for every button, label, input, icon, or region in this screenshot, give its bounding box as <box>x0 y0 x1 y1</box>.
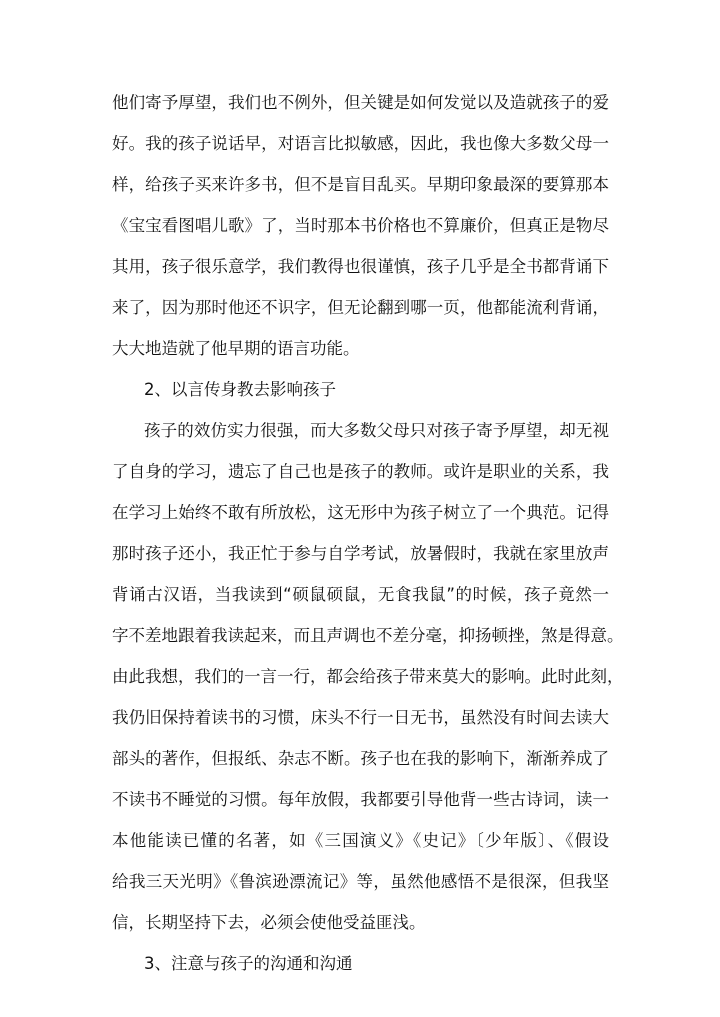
text-line: 不读书不睡觉的习惯。每年放假，我都要引导他背一些古诗词，读一 <box>112 790 609 809</box>
text-line: 他们寄予厚望，我们也不例外，但关键是如何发觉以及造就孩子的爱 <box>112 93 609 112</box>
text-line: 大大地造就了他早期的语言功能。 <box>112 339 360 358</box>
text-line: 好。我的孩子说话早，对语言比拟敏感，因此，我也像大多数父母一 <box>112 134 609 153</box>
text-line: 了自身的学习，遗忘了自己也是孩子的教师。或许是职业的关系，我 <box>112 462 609 481</box>
text-line: 本他能读已懂的名著，如《三国演义》《史记》〔少年版〕、《假设 <box>112 831 609 850</box>
text-line: 《宝宝看图唱儿歌》了，当时那本书价格也不算廉价，但真正是物尽 <box>112 216 609 235</box>
text-line: 由此我想，我们的一言一行，都会给孩子带来莫大的影响。此时此刻， <box>112 667 624 686</box>
section-heading: 3、注意与孩子的沟通和沟通 <box>144 954 353 973</box>
text-line: 孩子的效仿实力很强，而大多数父母只对孩子寄予厚望，却无视 <box>144 421 609 440</box>
text-line: 那时孩子还小，我正忙于参与自学考试，放暑假时，我就在家里放声 <box>112 544 609 563</box>
section-heading: 2、以言传身教去影响孩子 <box>144 380 336 399</box>
text-line: 部头的著作，但报纸、杂志不断。孩子也在我的影响下，渐渐养成了 <box>112 749 609 768</box>
text-line: 来了，因为那时他还不识字，但无论翻到哪一页，他都能流利背诵， <box>112 298 609 317</box>
text-line: 我仍旧保持着读书的习惯，床头不行一日无书，虽然没有时间去读大 <box>112 708 609 727</box>
text-line: 在学习上始终不敢有所放松，这无形中为孩子树立了一个典范。记得 <box>112 503 609 522</box>
text-line: 样，给孩子买来许多书，但不是盲目乱买。早期印象最深的要算那本 <box>112 175 609 194</box>
text-line: 给我三天光明》《鲁滨逊漂流记》等，虽然他感悟不是很深，但我坚 <box>112 872 609 891</box>
text-line: 信，长期坚持下去，必须会使他受益匪浅。 <box>112 913 426 932</box>
text-line: 背诵古汉语，当我读到“硕鼠硕鼠，无食我鼠”的时候，孩子竟然一 <box>112 585 609 604</box>
text-line: 字不差地跟着我读起来，而且声调也不差分毫，抑扬顿挫，煞是得意。 <box>112 626 624 645</box>
text-line: 其用，孩子很乐意学，我们教得也很谨慎，孩子几乎是全书都背诵下 <box>112 257 609 276</box>
